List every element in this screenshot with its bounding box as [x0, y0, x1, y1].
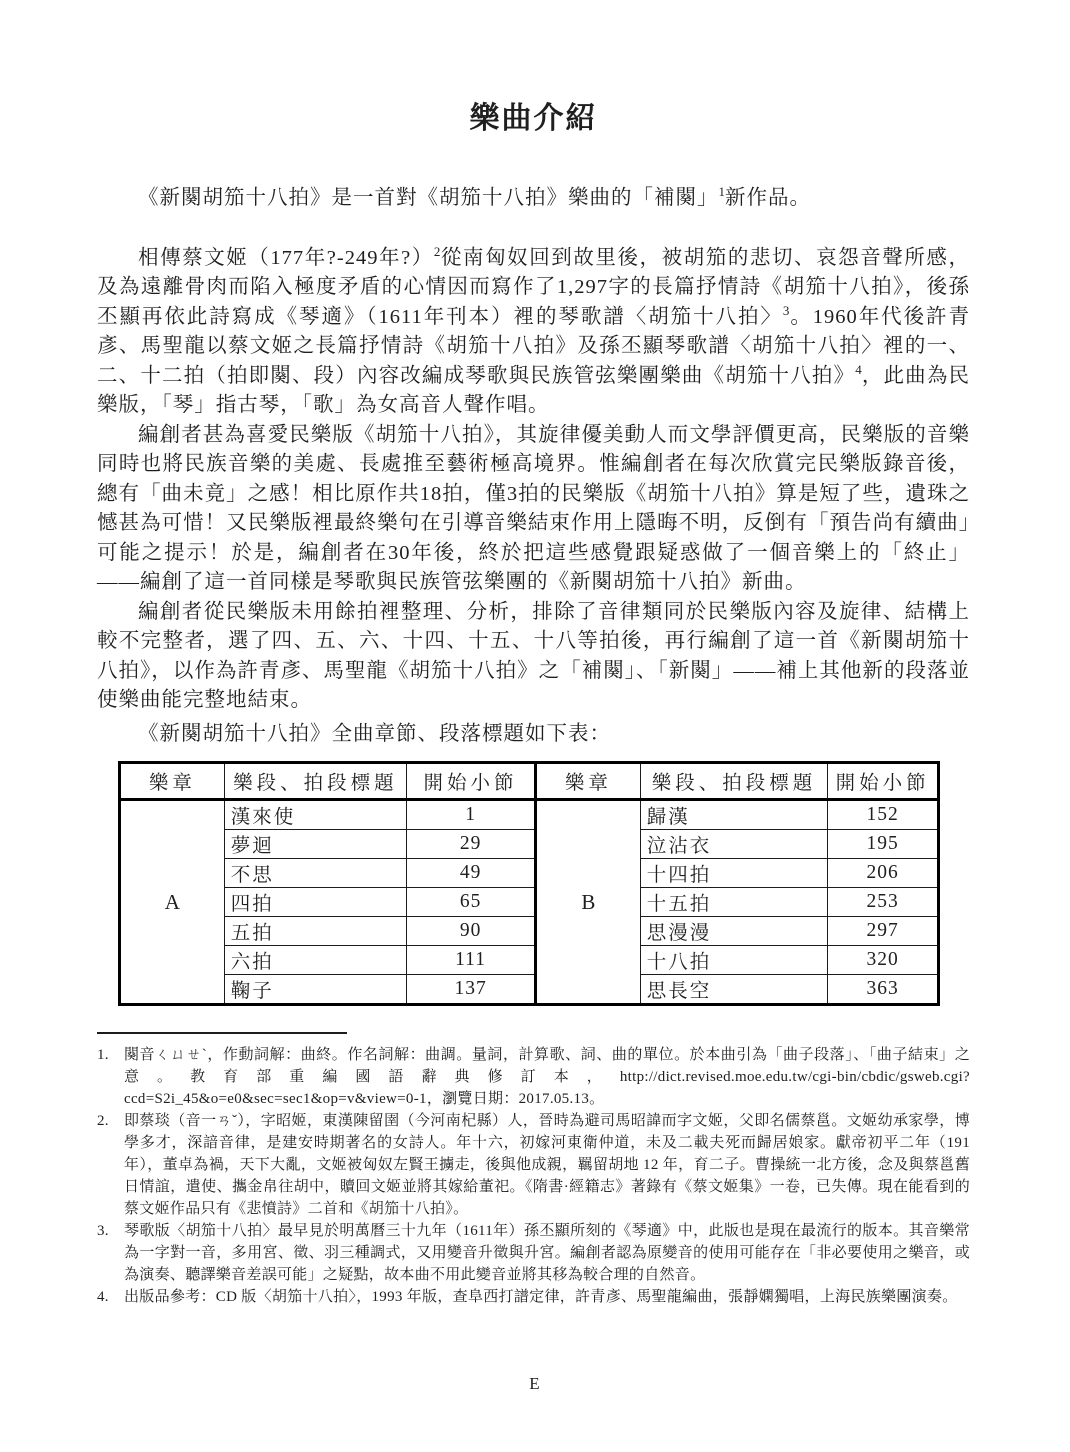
footnote-separator	[97, 1032, 347, 1034]
measure-number: 65	[407, 888, 536, 917]
table-row	[120, 830, 939, 859]
measure-number: 49	[407, 859, 536, 888]
table-row	[120, 800, 939, 830]
paragraph-text: 《新闋胡笳十八拍》是一首對《胡笳十八拍》樂曲的「補闋」	[138, 187, 719, 209]
section-label: 夢迴	[224, 830, 406, 859]
footnote-2	[97, 1110, 970, 1220]
movement-b-cell: B	[536, 800, 641, 1005]
page-number: E	[529, 1374, 541, 1393]
section-label: 五拍	[224, 917, 406, 946]
table-row	[120, 888, 939, 917]
table-row	[120, 859, 939, 888]
table-header-row	[120, 763, 939, 800]
table-row	[120, 975, 939, 1005]
section-label: 十八拍	[640, 946, 827, 975]
col-header-measure-right: 開始小節	[828, 763, 939, 800]
footnotes-section	[97, 1032, 970, 1308]
footnote-text: 即蔡琰（音一ㄢˇ），字昭姬，東漢陳留圉（今河南杞縣）人，晉時為避司馬昭諱而字文姬，父即名儒蔡邕。文姬幼承家學，博學多才，深諳音律，是建安時期著名的女詩人。年十六，初嫁河東衛仲道，未及二載夫死而歸居娘家。獻帝初平二年（191年），董卓為禍，天下大亂，文姬被匈奴左賢王擄走，後與他成親，羈留胡地 12 年，育二子。曹操統一北方後，念及與蔡邕舊日情誼，遣使、攜金帛往胡中，贖回文姬並將其嫁給董祀。《隋書·經籍志》著錄有《蔡文姬集》一卷，已失傳。現在能看到的蔡文姬作品只有《悲憤詩》二首和《胡笳十八拍》。	[124, 1113, 970, 1217]
measure-number: 137	[407, 975, 536, 1005]
section-label: 不思	[224, 859, 406, 888]
measure-number: 152	[828, 800, 939, 830]
footnote-segment: ，瀏覽日期：2017.05.13。	[426, 1091, 605, 1107]
section-label: 漢來使	[224, 800, 406, 830]
col-header-movement-right: 樂章	[536, 763, 641, 800]
table-row	[120, 946, 939, 975]
paragraph-text: 《新闋胡笳十八拍》全曲章節、段落標題如下表：	[138, 722, 611, 745]
paragraph-text: 相傳蔡文姬（177年?-249年?）	[138, 246, 434, 269]
measure-number: 320	[828, 946, 939, 975]
paragraph-intro	[97, 184, 970, 214]
paragraph-text: 新作品。	[725, 187, 811, 209]
footnote-number: 4.	[97, 1289, 109, 1305]
measure-number: 90	[407, 917, 536, 946]
movement-structure-table	[118, 761, 940, 1006]
measure-number: 195	[828, 830, 939, 859]
paragraph-text: 編創者從民樂版未用餘拍裡整理、分析，排除了音律類同於民樂版內容及旋律、結構上較不完整者，選了四、五、六、十四、十五、十八等拍後，再行編創了這一首《新闋胡笳十八拍》，以作為許青彥、馬聖龍《胡笳十八拍》之「補闋」、「新闋」——補上其他新的段落並使樂曲能完整地結束。	[97, 600, 970, 711]
footnote-ref-2: 2	[433, 243, 441, 259]
section-label: 泣沾衣	[640, 830, 827, 859]
paragraph-table-lead	[97, 720, 970, 750]
col-header-section-right: 樂段、拍段標題	[640, 763, 827, 800]
page-title: 樂曲介紹	[469, 102, 598, 135]
footnote-text	[124, 1044, 970, 1110]
section-label: 思長空	[640, 975, 827, 1005]
movement-a-cell: A	[120, 800, 225, 1005]
footnote-text: 琴歌版〈胡笳十八拍〉最早見於明萬曆三十九年（1611年）孫丕顯所刻的《琴適》中，此版也是現在最流行的版本。其音樂常為一字對一音，多用宮、徵、羽三種調式，又用變音升徵與升宮。編創者認為原變音的使用可能存在「非必要使用之樂音，或為演奏、聽譯樂音差誤可能」之疑點，故本曲不用此變音並將其移為較合理的自然音。	[124, 1223, 970, 1283]
footnote-ref-4: 4	[855, 361, 862, 377]
measure-number: 206	[828, 859, 939, 888]
measure-number: 29	[407, 830, 536, 859]
section-label: 鞠子	[224, 975, 406, 1005]
footnote-3	[97, 1220, 970, 1286]
measure-number: 253	[828, 888, 939, 917]
footnote-number: 1.	[97, 1047, 109, 1063]
paragraph-composition	[97, 598, 970, 716]
footnote-text: 出版品參考：CD 版〈胡笳十八拍〉，1993 年版，查阜西打譜定律，許青彥、馬聖龍編曲，張靜嫻獨唱，上海民族樂團演奏。	[124, 1289, 958, 1305]
paragraph-text: ，此曲為民樂版，「琴」指古琴，「歌」為女高音人聲作唱。	[97, 364, 971, 416]
paragraph-text: 編創者甚為喜愛民樂版《胡笳十八拍》，其旋律優美動人而文學評價更高，民樂版的音樂同時也將民族音樂的美處、長處推至藝術極高境界。惟編創者在每次欣賞完民樂版錄音後，總有「曲未竟」之感！相比原作共18拍，僅3拍的民樂版《胡笳十八拍》算是短了些，遺珠之憾甚為可惜！又民樂版裡最終樂句在引導音樂結束作用上隱晦不明，反倒有「預告尚有續曲」可能之提示！於是，編創者在30年後，終於把這些感覺跟疑惑做了一個音樂上的「終止」——編創了這一首同樣是琴歌與民族管弦樂團的《新闋胡笳十八拍》新曲。	[97, 423, 970, 593]
paragraph-motivation	[97, 421, 970, 598]
footnote-1	[97, 1044, 970, 1110]
section-label: 歸漢	[640, 800, 827, 830]
footnote-number: 2.	[97, 1113, 109, 1129]
col-header-measure-left: 開始小節	[407, 763, 536, 800]
footnote-ref-1: 1	[718, 184, 725, 200]
section-label: 思漫漫	[640, 917, 827, 946]
footnote-4	[97, 1286, 970, 1308]
document-body	[97, 184, 970, 749]
table-row	[120, 917, 939, 946]
footnote-number: 3.	[97, 1223, 109, 1239]
paragraph-text: 。1960年代後許青彥、馬聖龍以蔡文姬之長篇抒情詩《胡笳十八拍》及孫丕顯琴歌譜〈胡笳十八拍〉裡的一、二、十二拍（拍即闋、段）內容改編成琴歌與民族管弦樂團樂曲《胡笳十八拍》	[97, 305, 970, 387]
paragraph-history	[97, 244, 970, 421]
section-label: 六拍	[224, 946, 406, 975]
measure-number: 111	[407, 946, 536, 975]
measure-number: 297	[828, 917, 939, 946]
section-label: 十五拍	[640, 888, 827, 917]
col-header-section-left: 樂段、拍段標題	[224, 763, 406, 800]
paragraph-text: 從南匈奴回到故里後，被胡笳的悲切、哀怨音聲所感，及為遠離骨肉而陷入極度矛盾的心情因而寫作了1,297字的長篇抒情詩《胡笳十八拍》，後孫丕顯再依此詩寫成《琴適》（1611年刊本）裡的琴歌譜〈胡笳十八拍〉	[97, 246, 971, 328]
dictionary-url: http://dict.revised.moe.edu.tw/cgi-bin/cbdic/gsweb.cgi?ccd=S2i_45&o=e0&sec=sec1&op=v&view=0-1	[124, 1069, 970, 1107]
footnote-segment: 闋音ㄑㄩㄝˋ，作動詞解：曲終。作名詞解：曲調。量詞，計算歌、詞、曲的單位。於本曲引為「曲子段落」、「曲子結束」之意。教育部重編國語辭典修訂本，	[124, 1047, 970, 1085]
section-label: 四拍	[224, 888, 406, 917]
section-label: 十四拍	[640, 859, 827, 888]
measure-number: 363	[828, 975, 939, 1005]
col-header-movement-left: 樂章	[120, 763, 225, 800]
footnote-ref-3: 3	[782, 302, 790, 318]
measure-number: 1	[407, 800, 536, 830]
